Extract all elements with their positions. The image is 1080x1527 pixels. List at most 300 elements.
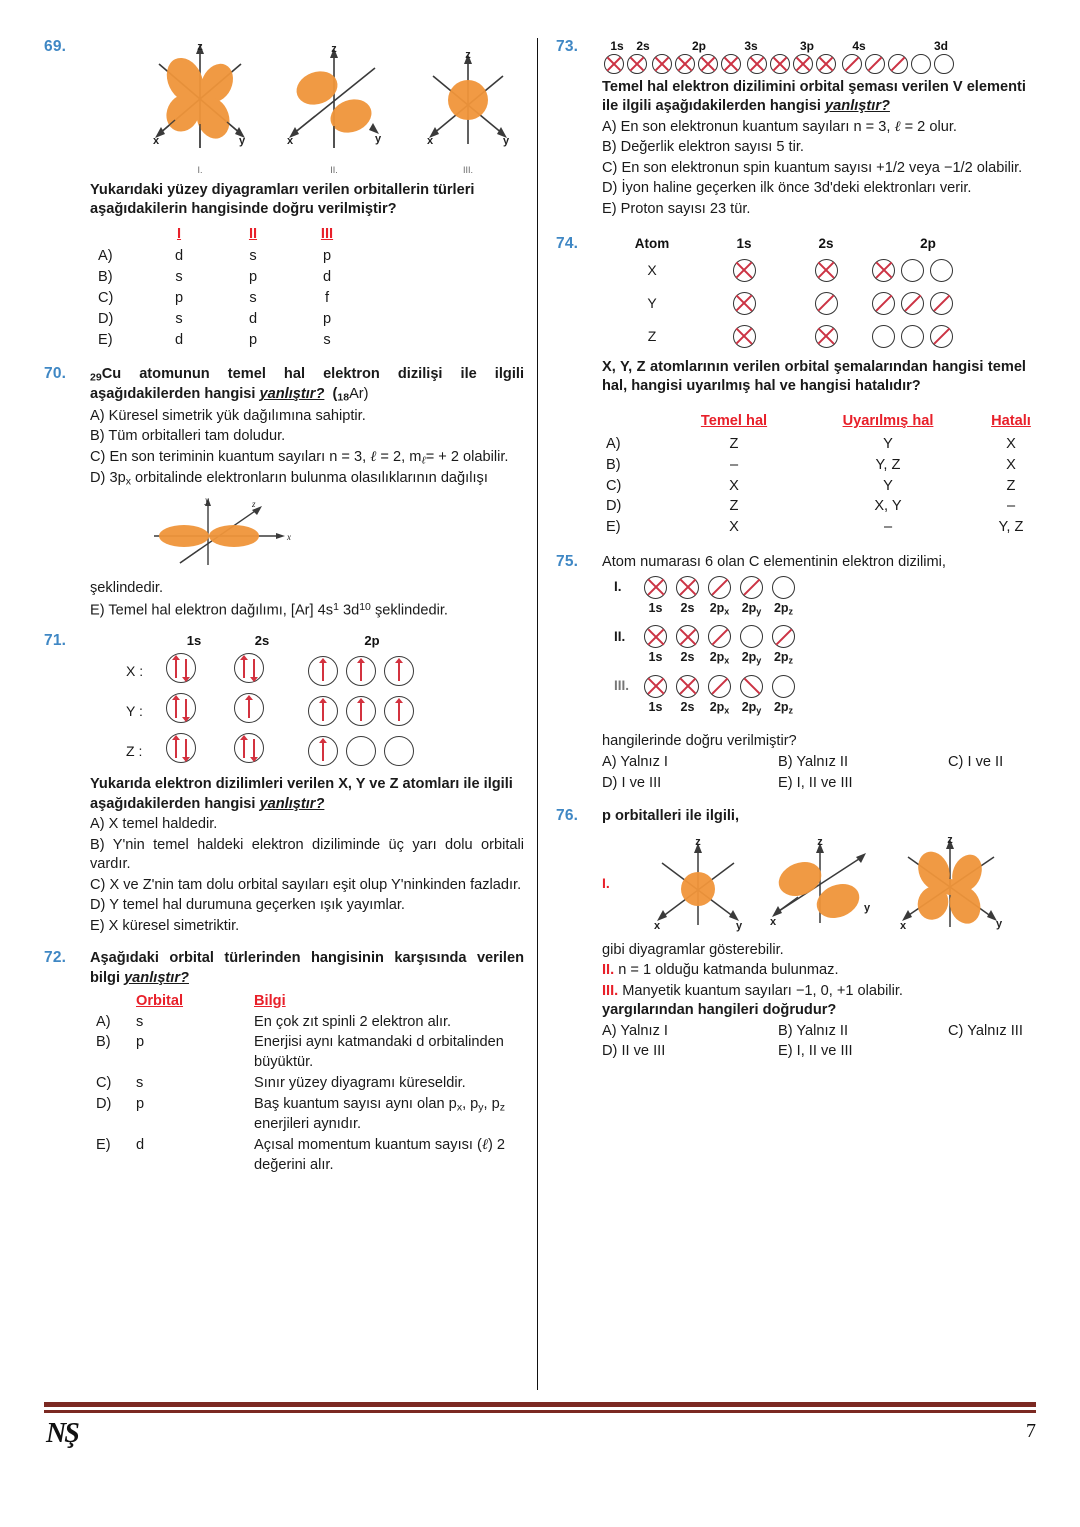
svg-text:x: x (654, 919, 661, 932)
q75-ii-lbl-1s: 1s (648, 650, 663, 665)
question-69-number: 69. (44, 38, 67, 55)
q72-b-orbital: p (136, 1034, 145, 1051)
q69-d-2: d (248, 310, 258, 327)
q75-ii-2py (740, 625, 763, 648)
q73-orb-12 (865, 54, 885, 74)
table-row[interactable] (98, 247, 364, 268)
q74-header-row (606, 412, 1054, 435)
q71-option-a[interactable]: A) X temel haldedir. (90, 815, 218, 832)
q74-d-c1: Z (729, 498, 739, 515)
q75-i-lbl-2pz: $2p_z$ (773, 600, 794, 616)
q74-x-2p-2 (901, 259, 924, 282)
q71-row-y (126, 691, 524, 731)
q71-z-2py (346, 736, 376, 766)
svg-text:y: y (239, 135, 246, 147)
q69-caption-3: III. (462, 164, 473, 175)
q71-stem-wrong: yanlıştır? (259, 795, 325, 812)
q74-x-1s (733, 259, 756, 282)
q73-stem (602, 78, 1026, 117)
q75-ii-lbl-2s: 2s (680, 650, 695, 665)
q69-e-3: s (323, 331, 331, 348)
svg-text:z: z (695, 835, 701, 848)
q70-option-a[interactable]: A) Küresel simetrik yük dağılımına sahiptir. (90, 407, 366, 424)
q70-after-diagram: şeklindedir. (90, 579, 164, 596)
q71-label-2p: 2p (364, 632, 380, 648)
q74-orbital-table (608, 235, 1026, 352)
q72-d-label: D) (96, 1095, 112, 1112)
question-72 (44, 949, 524, 1176)
question-74-number: 74. (556, 235, 579, 253)
q73-orb-3 (652, 54, 672, 74)
q75-stem: Atom numarası 6 olan C elementinin elektron dizilimi, (602, 554, 946, 571)
q71-x-2s (234, 653, 264, 683)
q75-ii-lbl-2pz: $2p_z$ (773, 650, 794, 666)
question-76 (556, 807, 1026, 1062)
svg-text:x: x (900, 919, 907, 932)
q73-option-c[interactable]: C) En son elektronun spin kuantum sayısı +1/2 veya −1/2 olabilir. (602, 159, 1023, 176)
left-column (44, 38, 524, 1191)
q71-option-c[interactable]: C) X ve Z'nin tam dolu orbital sayıları eşit olup Y'ninkinden fazladır. (90, 876, 522, 893)
q69-e-1: d (174, 331, 184, 348)
q71-z-2s (234, 733, 264, 763)
q75-i-lbl-2s: 2s (680, 600, 695, 615)
q75-ii-lbl-2py: $2p_y$ (741, 650, 762, 666)
q71-y-2s (234, 693, 264, 723)
q71-atom-x-label: X : (126, 662, 144, 679)
q70-stem-wrong: yanlıştır? (259, 386, 325, 403)
q74-c-label: C) (606, 477, 622, 494)
q76-choice-c[interactable]: C) Yalnız III (948, 1022, 1023, 1039)
table-row[interactable] (96, 1013, 542, 1034)
q70-ar-number: 18 (337, 391, 350, 404)
q75-iii-2pz (772, 675, 795, 698)
q71-y-2px (308, 696, 338, 726)
q74-answer-table (606, 412, 1054, 539)
q69-option-a-label: A) (98, 248, 113, 265)
q74-z-1s (733, 325, 756, 348)
q71-atom-y-label: Y : (126, 702, 143, 719)
q73-label-1s: 1s (610, 39, 624, 53)
column-divider (537, 38, 538, 1390)
q74-y-2p-3 (930, 292, 953, 315)
q75-i-2s (676, 576, 699, 599)
q75-i-lbl-1s: 1s (648, 600, 663, 615)
q72-d-orbital: p (136, 1095, 145, 1112)
svg-text:y: y (996, 917, 1003, 930)
q69-b-1: s (175, 269, 183, 286)
q76-item-3-text: Manyetik kuantum sayıları −1, 0, +1 olabilir. (618, 982, 903, 999)
q75-iii-lbl-2pz: $2p_z$ (773, 699, 794, 715)
q74-row-z (608, 320, 1026, 353)
q75-i-2pz (772, 576, 795, 599)
q74-header-temel: Temel hal (700, 413, 768, 430)
q69-option-d-label: D) (98, 310, 114, 327)
q75-iii-lbl-2py: $2p_y$ (741, 699, 762, 715)
q69-b-3: d (322, 269, 332, 286)
d-orbital-diagram (145, 38, 255, 156)
q73-option-a[interactable]: A) En son elektronun kuantum sayıları n = 3, ℓ = 2 olur. (602, 118, 957, 135)
q69-header-1: I (176, 225, 182, 242)
q74-a-c2: Y (883, 435, 893, 452)
table-row[interactable] (98, 310, 364, 331)
q75-iii-2py (740, 675, 763, 698)
footer-rule-top (44, 1402, 1036, 1407)
q74-atom-x: X (647, 261, 657, 278)
q69-c-1: p (174, 290, 184, 307)
q72-header-orbital: Orbital (136, 992, 184, 1009)
table-row[interactable] (96, 1033, 542, 1074)
q74-b-c2: Y, Z (875, 456, 901, 473)
q73-label-2p: 2p (691, 39, 706, 53)
q74-atom-z: Z (647, 327, 657, 344)
q69-orbital-diagrams (145, 38, 524, 176)
q69-e-2: p (248, 331, 258, 348)
q74-c-c3: Z (1006, 477, 1016, 494)
q75-ii-2s (676, 625, 699, 648)
q75-choices-row-2 (602, 774, 1026, 794)
svg-text:x: x (770, 915, 777, 928)
q75-i-2px (708, 576, 731, 599)
q71-x-2py (346, 656, 376, 686)
svg-text:z: z (197, 41, 203, 53)
q70-option-b[interactable]: B) Tüm orbitalleri tam doludur. (90, 428, 286, 445)
q69-header-2: II (248, 225, 258, 242)
q73-label-3d: 3d (933, 39, 948, 53)
q70-option-e[interactable]: E) Temel hal elektron dağılımı, [Ar] $4s^1$ $3d^{10}$ şeklindedir. (90, 600, 448, 619)
q71-z-1s (166, 733, 196, 763)
q69-header-3: III (320, 225, 334, 242)
q75-iii-1s (644, 675, 667, 698)
q71-orbital-scheme (126, 632, 524, 772)
q75-ii-2pz (772, 625, 795, 648)
q71-x-2pz (384, 656, 414, 686)
q74-c-c2: Y (883, 477, 893, 494)
q75-iii-lbl-2px: $2p_x$ (709, 699, 730, 715)
table-row[interactable] (96, 1136, 542, 1177)
q73-label-3p: 3p (799, 39, 814, 53)
q76-choice-b[interactable]: B) Yalnız II (778, 1022, 849, 1039)
q75-roman-2: II. (614, 628, 626, 644)
q72-c-label: C) (96, 1075, 112, 1092)
q71-row-x (126, 651, 524, 691)
q75-i-lbl-2px: $2p_x$ (709, 600, 730, 616)
q71-stem-text: Yukarıda elektron dizilimleri verilen X, Y ve Z atomları ile ilgili aşağıdakilerden hangisi (90, 776, 513, 812)
table-row[interactable] (98, 268, 364, 289)
q71-option-d[interactable]: D) Y temel hal durumuna geçerken ışık yayımlar. (90, 897, 405, 914)
q69-answer-table (98, 225, 364, 352)
table-row[interactable] (606, 518, 1054, 539)
q74-e-c3: Y, Z (998, 519, 1024, 536)
q74-a-c3: X (1006, 435, 1016, 452)
q76-choice-d[interactable]: D) II ve III (602, 1043, 666, 1060)
q74-stem: X, Y, Z atomlarının verilen orbital şemalarından hangisi temel hal, hangisi uyarılmış hal ve hangisi hatalıdır? (602, 358, 1026, 394)
q75-ii-1s (644, 625, 667, 648)
q69-a-2: s (249, 248, 257, 265)
q71-y-1s (166, 693, 196, 723)
q75-iii-lbl-1s: 1s (648, 699, 663, 714)
q73-orb-8 (770, 54, 790, 74)
q74-z-2p-2 (901, 325, 924, 348)
q75-iii-lbl-2s: 2s (680, 699, 695, 714)
q72-e-orbital: d (136, 1136, 145, 1153)
q76-stem: p orbitalleri ile ilgili, (602, 808, 740, 825)
q71-z-2px (308, 736, 338, 766)
q76-item-2-text: n = 1 olduğu katmanda bulunmaz. (614, 962, 839, 979)
q70-stem-text: Cu atomunun temel hal elektron dizilişi ile ilgili aşağıdakilerden hangisi (90, 365, 524, 403)
q74-y-1s (733, 292, 756, 315)
q75-ii-lbl-2px: $2p_x$ (709, 650, 730, 666)
q74-y-2s (815, 292, 838, 315)
svg-text:z: z (252, 499, 256, 510)
q76-item-2 (602, 961, 1026, 981)
q74-b-label: B) (606, 456, 621, 473)
q75-iii-2px (708, 675, 731, 698)
q74-y-2p-2 (901, 292, 924, 315)
q73-orb-11 (842, 54, 862, 74)
q76-choice-e[interactable]: E) I, II ve III (778, 1043, 853, 1060)
q73-orb-1 (604, 54, 624, 74)
q74-x-2p-3 (930, 259, 953, 282)
q71-option-b[interactable]: B) Y'nin temel haldeki elektron diziliminde üç yarı dolu orbitali vardır. (90, 836, 524, 873)
question-70 (44, 365, 524, 621)
q73-orbital-row (604, 54, 1026, 74)
question-75 (556, 553, 1026, 793)
q72-stem (90, 949, 524, 988)
question-70-number: 70. (44, 364, 67, 382)
q72-header-row (96, 992, 542, 1013)
q70-option-c[interactable]: C) En son teriminin kuantum sayıları n = 3, ℓ = 2, $m_\ell= + 2$ olabilir. (90, 448, 509, 467)
svg-text:y: y (205, 495, 209, 506)
q71-stem (90, 775, 524, 814)
q70-option-d[interactable]: D) $3p_x$ orbitalinde elektronların bulunma olasılıklarının dağılışı (90, 470, 488, 489)
q71-label-2s: 2s (254, 632, 270, 648)
q72-header-info: Bilgi (254, 992, 286, 1009)
q73-option-d[interactable]: D) İyon haline geçerken ilk önce 3d'deki elektronları verir. (602, 180, 972, 197)
page-number: 7 (1026, 1420, 1036, 1442)
svg-text:x: x (287, 135, 294, 147)
table-row[interactable] (606, 456, 1054, 477)
q74-b-c3: X (1006, 456, 1016, 473)
q75-choice-b[interactable]: B) Yalnız II (778, 753, 849, 770)
q72-b-info: Enerjisi aynı katmandaki d orbitalinden büyüktür. (254, 1034, 504, 1071)
q72-c-orbital: s (136, 1075, 144, 1092)
q73-label-2s: 2s (636, 39, 650, 53)
question-75-number: 75. (556, 553, 579, 571)
question-74 (556, 235, 1031, 539)
q70-stem: $_{29}$Cu atomunun temel hal elektron dizilişi ile ilgili aşağıdakilerden hangisi yanlıştır? $(_{18}Ar)$ (90, 365, 524, 404)
q72-a-label: A) (96, 1013, 111, 1030)
q73-label-4s: 4s (852, 39, 866, 53)
q75-ii-2px (708, 625, 731, 648)
q76-item-3 (602, 982, 1026, 1002)
q76-choices-row-1 (602, 1022, 1026, 1042)
q69-c-3: f (324, 290, 330, 307)
q74-a-label: A) (606, 435, 621, 452)
q74-header-2s: 2s (818, 236, 834, 252)
q74-d-c3: – (1006, 498, 1016, 515)
q76-roman-2: II. (602, 962, 615, 979)
q72-stem-text: Aşağıdaki orbital türlerinden hangisinin karşısında verilen bilgi (90, 950, 524, 986)
s-orbital-diagram (413, 38, 523, 156)
table-row[interactable] (606, 497, 1054, 518)
q73-orb-14 (911, 54, 931, 74)
q70-orbital-diagram (148, 491, 524, 578)
table-row[interactable] (98, 331, 364, 352)
q72-a-orbital: s (136, 1013, 144, 1030)
q69-d-1: s (175, 310, 183, 327)
q73-orb-6 (721, 54, 741, 74)
q69-option-b-label: B) (98, 269, 113, 286)
q73-orb-4 (675, 54, 695, 74)
question-73 (556, 38, 1026, 219)
q72-stem-wrong: yanlıştır? (124, 969, 189, 986)
q69-option-c-label: C) (98, 290, 114, 307)
question-69 (44, 38, 524, 352)
q75-i-2py (740, 576, 763, 599)
svg-text:x: x (153, 135, 160, 147)
q72-d-info: Baş kuantum sayısı aynı olan $p_x$, $p_y$, $p_z$ enerjileri aynıdır. (254, 1095, 506, 1132)
q69-a-1: d (174, 248, 184, 265)
q69-d-3: p (322, 310, 332, 327)
svg-text:x: x (427, 135, 434, 147)
q74-d-label: D) (606, 498, 622, 515)
table-row[interactable] (96, 1074, 542, 1095)
q74-e-label: E) (606, 519, 621, 536)
table-row[interactable] (98, 289, 364, 310)
svg-text:y: y (503, 135, 510, 147)
publisher-logo: NŞ (46, 1418, 78, 1449)
q75-choice-d[interactable]: D) I ve III (602, 774, 662, 791)
q76-choices-row-2 (602, 1042, 1026, 1062)
q71-z-2pz (384, 736, 414, 766)
q73-stem-wrong: yanlıştır? (825, 98, 890, 115)
q74-z-2p-3 (930, 325, 953, 348)
q74-header-uyarilmis: Uyarılmış hal (842, 413, 934, 430)
q75-i-lbl-2py: $2p_y$ (741, 600, 762, 616)
svg-text:z: z (947, 833, 953, 846)
q74-e-c2: – (883, 519, 893, 536)
table-row[interactable] (96, 1095, 542, 1136)
q73-option-e[interactable]: E) Proton sayısı 23 tür. (602, 200, 751, 217)
q74-e-c1: X (729, 519, 739, 536)
q75-iii-2s (676, 675, 699, 698)
q74-row-y (608, 287, 1026, 320)
q75-roman-3: III. (614, 677, 630, 693)
q71-x-2px (308, 656, 338, 686)
q76-roman-1: I. (602, 875, 610, 892)
q76-question: yargılarından hangileri doğrudur? (602, 1002, 837, 1019)
footer-rule-bottom (44, 1410, 1036, 1413)
q75-question: hangilerinde doğru verilmiştir? (602, 733, 797, 750)
q74-x-2s (815, 259, 838, 282)
q69-caption-2: II. (330, 164, 338, 175)
svg-text:z: z (817, 835, 823, 848)
q75-i-1s (644, 576, 667, 599)
q72-a-info: En çok zıt spinli 2 elektron alır. (254, 1013, 452, 1030)
q69-header-row (98, 225, 364, 248)
table-row[interactable] (606, 477, 1054, 498)
q73-orbital-scheme (604, 38, 1026, 74)
q76-choice-a[interactable]: A) Yalnız I (602, 1022, 668, 1039)
question-71-number: 71. (44, 631, 67, 649)
q71-y-2pz (384, 696, 414, 726)
q73-orb-10 (816, 54, 836, 74)
q75-choice-c[interactable]: C) I ve II (948, 753, 1004, 770)
q75-choices-row-1 (602, 753, 1026, 773)
q75-item-1 (614, 576, 1026, 617)
q71-row-z (126, 731, 524, 771)
q74-header-2p: 2p (920, 236, 936, 252)
svg-text:y: y (375, 133, 382, 145)
q71-atom-z-label: Z : (126, 742, 143, 759)
right-column (556, 38, 1031, 1077)
svg-text:z: z (331, 43, 337, 55)
q73-orb-15 (934, 54, 954, 74)
q76-diagram-group (602, 831, 1026, 937)
q69-caption-1: I. (197, 164, 203, 175)
q71-y-2py (346, 696, 376, 726)
q73-orb-7 (747, 54, 767, 74)
s-orbital-diagram-small (638, 831, 758, 937)
table-row[interactable] (606, 435, 1054, 456)
q72-answer-table (96, 992, 542, 1177)
q75-item-2 (614, 625, 1026, 666)
q74-c-c1: X (729, 477, 739, 494)
q75-choice-e[interactable]: E) I, II ve III (778, 774, 853, 791)
p-orbital-diagram (279, 38, 389, 156)
q71-option-e[interactable]: E) X küresel simetriktir. (90, 917, 240, 934)
q72-e-info: Açısal momentum kuantum sayısı (ℓ) 2 değerini alır. (254, 1136, 506, 1173)
q74-header-1s: 1s (736, 236, 752, 252)
q74-atom-y: Y (647, 294, 657, 311)
q75-choice-a[interactable]: A) Yalnız I (602, 753, 668, 770)
q69-option-e-label: E) (98, 331, 113, 348)
q70-stem-post: Ar) (349, 386, 369, 403)
q74-a-c1: Z (729, 435, 739, 452)
q73-orb-9 (793, 54, 813, 74)
svg-text:x: x (287, 532, 291, 543)
q72-c-info: Sınır yüzey diyagramı küreseldir. (254, 1075, 466, 1092)
p-orbital-diagram-small (758, 831, 888, 937)
q74-header-hatali: Hatalı (991, 413, 1031, 430)
q74-z-2p-1 (872, 325, 895, 348)
q74-z-2s (815, 325, 838, 348)
q71-x-1s (166, 653, 196, 683)
q74-x-2p-1 (872, 259, 895, 282)
q71-label-1s: 1s (186, 632, 202, 648)
q75-item-3 (614, 675, 1026, 716)
svg-text:y: y (864, 901, 871, 914)
q72-e-label: E) (96, 1136, 111, 1153)
q73-option-b[interactable]: B) Değerlik elektron sayısı 5 tir. (602, 139, 804, 156)
q74-d-c2: X, Y (874, 498, 902, 515)
q69-b-2: p (248, 269, 258, 286)
question-76-number: 76. (556, 807, 579, 825)
q74-y-2p-1 (872, 292, 895, 315)
q76-roman-3: III. (602, 982, 619, 999)
q74-row-x (608, 254, 1026, 287)
q75-roman-1: I. (614, 579, 622, 595)
q73-label-3s: 3s (744, 39, 758, 53)
q73-orb-13 (888, 54, 908, 74)
svg-text:z: z (465, 49, 471, 61)
question-73-number: 73. (556, 38, 579, 55)
q74-b-c1: – (729, 456, 739, 473)
q72-b-label: B) (96, 1034, 111, 1051)
question-71 (44, 632, 524, 936)
q74-header-atom: Atom (634, 236, 670, 252)
q70-atomic-number: 29 (90, 371, 102, 384)
